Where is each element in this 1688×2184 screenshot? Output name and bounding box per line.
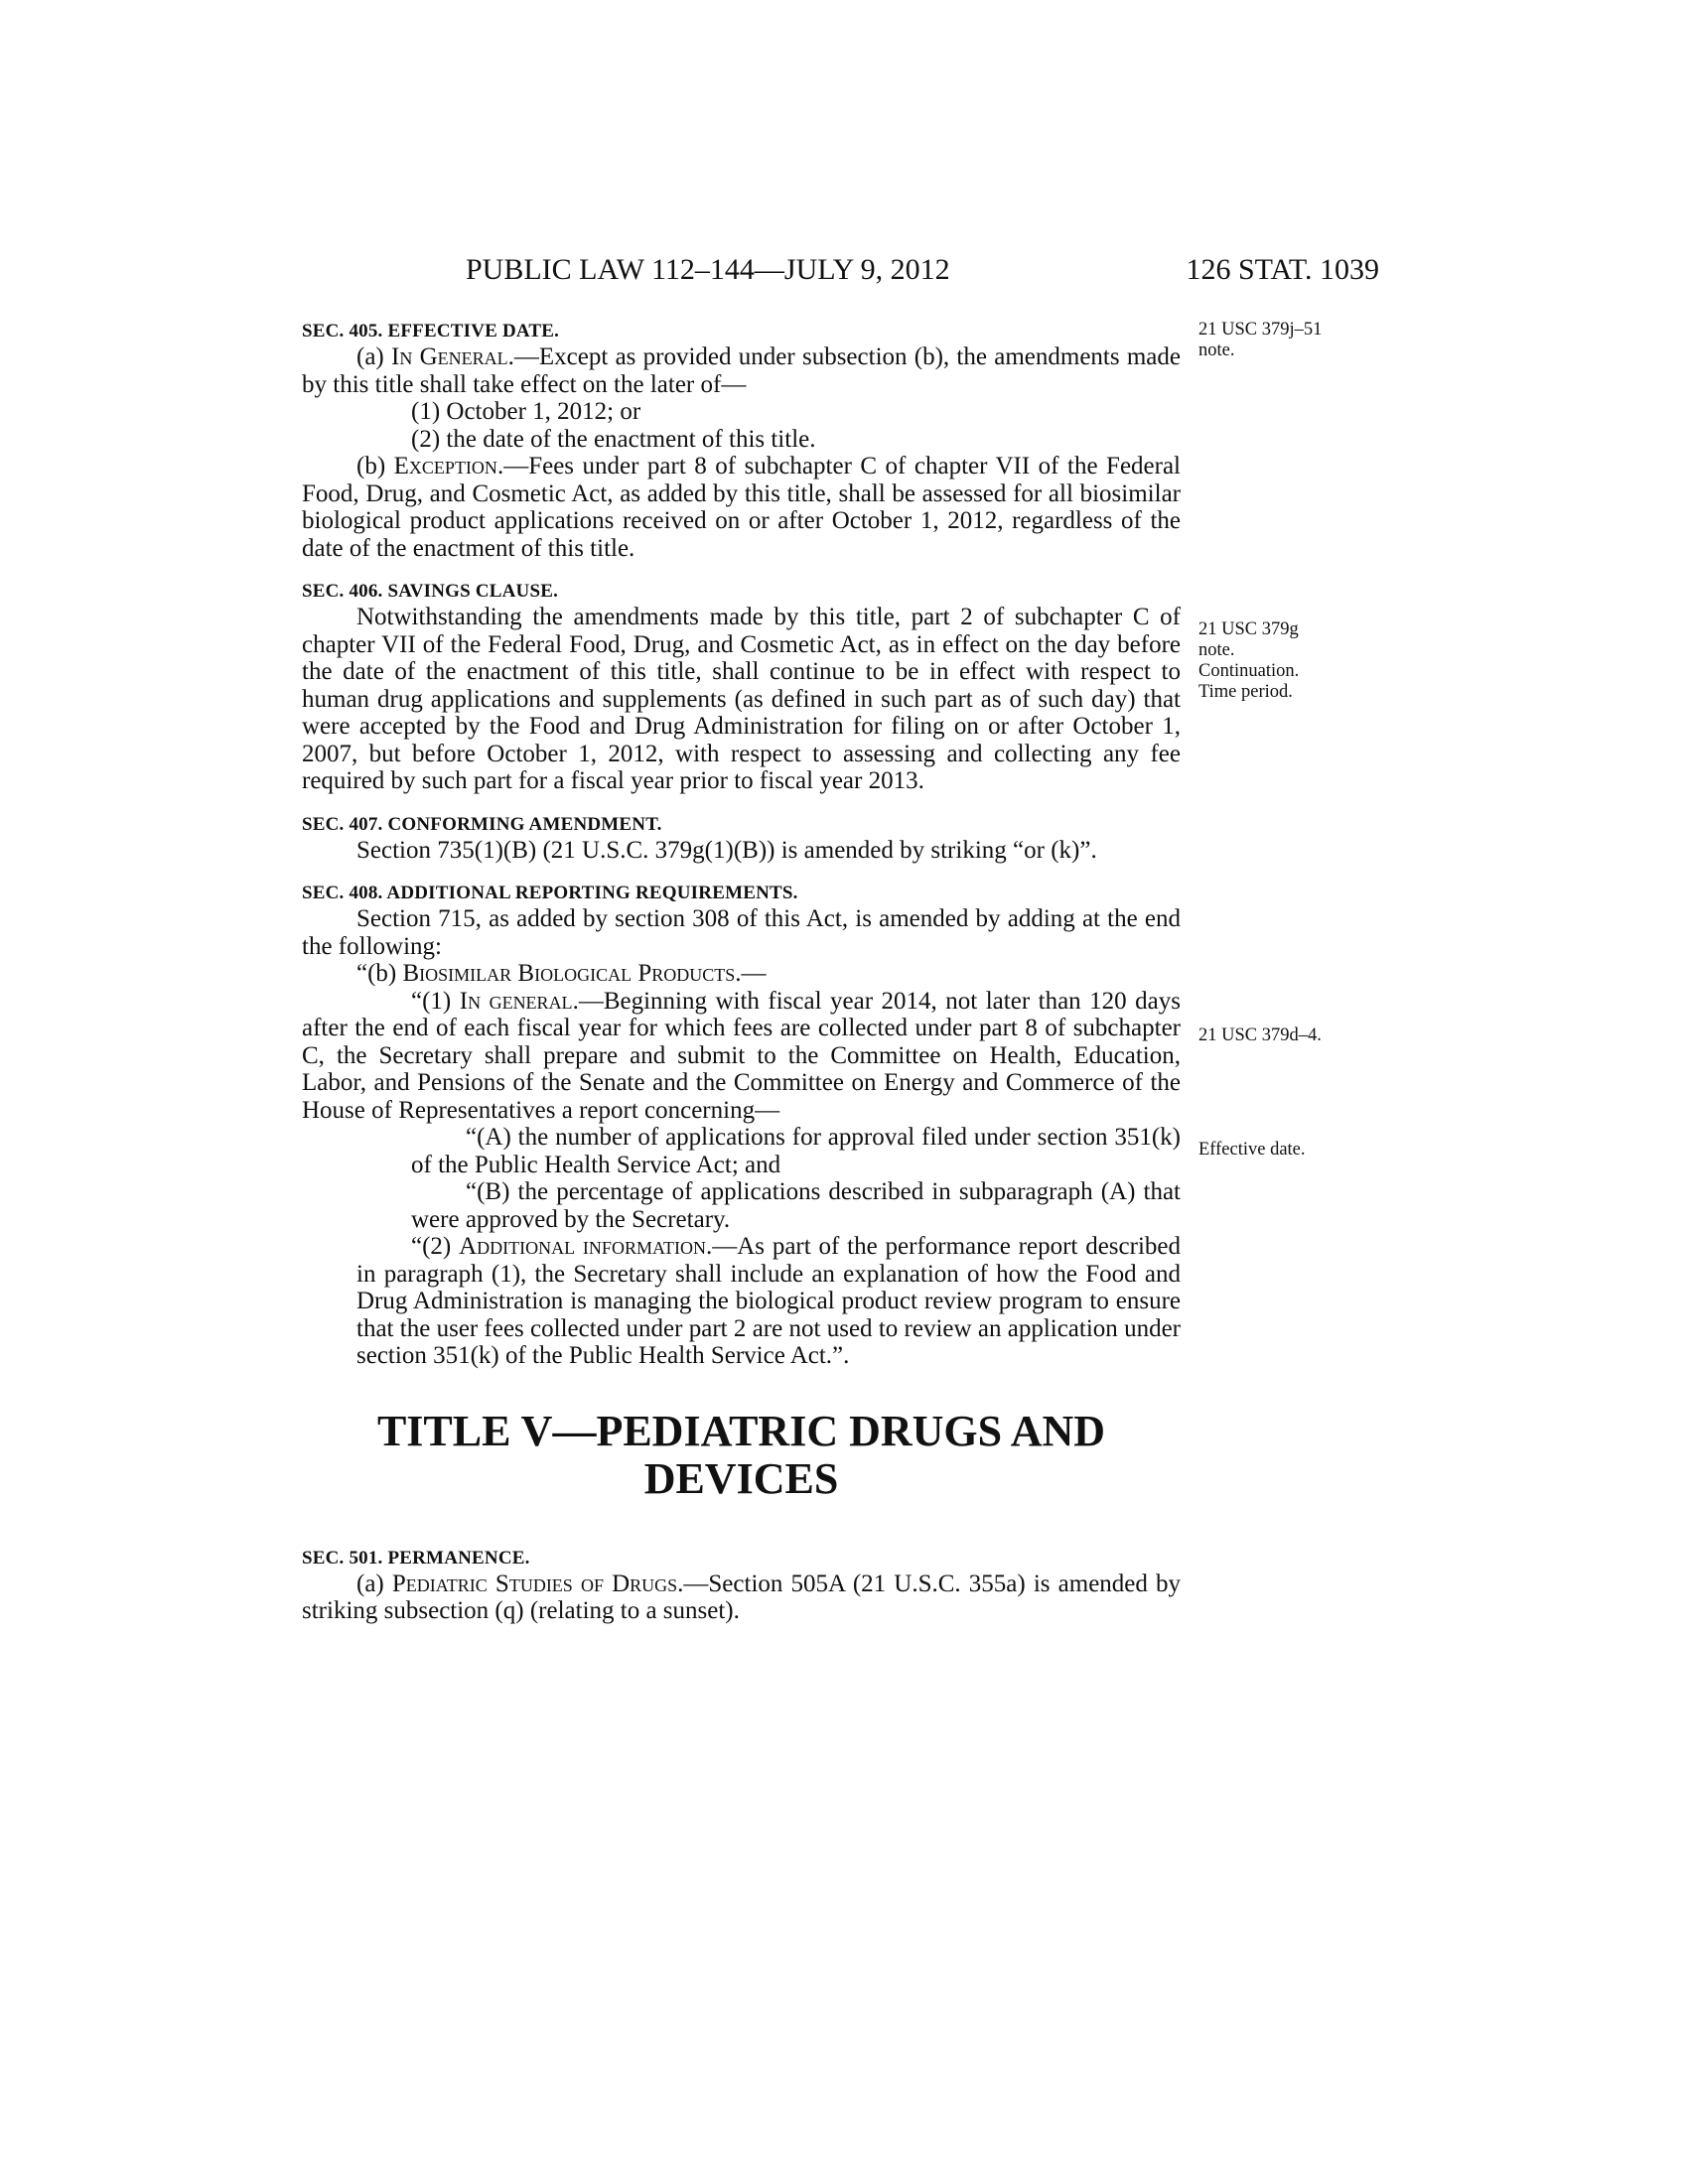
sec408-subparagraph-A: “(A) the number of applications for approval filed under section 351(k) of the Public Health Service Act; and <box>411 1124 1181 1178</box>
section-heading-501: SEC. 501. PERMANENCE. <box>302 1547 530 1569</box>
sec405-paragraph-2: (2) the date of the enactment of this title. <box>411 425 816 453</box>
running-header <box>302 250 1379 290</box>
sec408-subparagraph-B: “(B) the percentage of applications described in subparagraph (A) that were approved by the Secretary. <box>411 1178 1181 1233</box>
caption: Exception <box>393 453 497 479</box>
section-heading-406: SEC. 406. SAVINGS CLAUSE. <box>302 581 559 602</box>
margin-note-sec406 <box>1198 619 1382 703</box>
title-line-2: DEVICES <box>643 1453 839 1503</box>
sec408-subsection-b: “(b) Biosimilar Biological Products.— <box>356 960 767 987</box>
margin-note-line: 21 USC 379g <box>1198 619 1299 639</box>
margin-note-line: 21 USC 379d–4. <box>1198 1025 1322 1045</box>
margin-note-line: Time period. <box>1198 682 1293 702</box>
section-heading-408: SEC. 408. ADDITIONAL REPORTING REQUIREMENTS. <box>302 883 798 903</box>
caption: In General <box>391 343 508 370</box>
sec406-text: Notwithstanding the amendments made by this title, part 2 of subchapter C of chapter VII of the Federal Food, Drug, and Cosmetic Act, as in effect on the day before the date of the enactment of this title, shall continue to be in effect with respect to human drug applications and supplements (as defined in such part as of such day) that were accepted by the Food and Drug Administration for filing on or after October 1, 2007, but before October 1, 2012, with respect to assessing and collecting any fee required by such part for a fiscal year prior to fiscal year 2013. <box>302 604 1181 794</box>
header-stat-page: 126 STAT. 1039 <box>1186 253 1379 286</box>
caption: Pediatric Studies of Drugs <box>391 1570 678 1597</box>
caption: Biosimilar Biological Products <box>402 960 736 987</box>
margin-note-line: note. <box>1198 640 1235 660</box>
sec501-subsection-a: (a) Pediatric Studies of Drugs.—Section 505A (21 U.S.C. 355a) is amended by striking subsection (q) (relating to a sunset). <box>302 1570 1182 1624</box>
section-heading-407: SEC. 407. CONFORMING AMENDMENT. <box>302 813 662 835</box>
margin-note-line: Continuation. <box>1198 661 1300 681</box>
header-title: PUBLIC LAW 112–144—JULY 9, 2012 <box>466 253 950 286</box>
title-line-1: TITLE V—PEDIATRIC DRUGS AND <box>376 1406 1106 1455</box>
margin-note-line: note. <box>1198 341 1235 360</box>
sec407-text: Section 735(1)(B) (21 U.S.C. 379g(1)(B)) is amended by striking “or (k)”. <box>356 836 1097 864</box>
sec405-subsection-b: (b) Exception.—Fees under part 8 of subchapter C of chapter VII of the Federal Food, Drug, and Cosmetic Act, as added by this title, shall be assessed for all biosimilar biological product applications received on or after October 1, 2012, regardless of the date of the enactment of this title. <box>302 453 1182 562</box>
margin-note-sec405 <box>1198 320 1382 361</box>
margin-note-sec408-usc <box>1198 1025 1382 1046</box>
title-heading <box>302 1408 1181 1503</box>
sec408-text: Section 715, as added by section 308 of this Act, is amended by adding at the end the following: <box>302 905 1181 960</box>
sec405-subsection-a: (a) In General.—Except as provided under subsection (b), the amendments made by this title shall take effect on the later of— <box>302 343 1181 398</box>
margin-note-sec408-effective <box>1198 1140 1382 1160</box>
margin-note-line: Effective date. <box>1198 1140 1306 1160</box>
sec405-paragraph-1: (1) October 1, 2012; or <box>411 398 641 425</box>
margin-note-line: 21 USC 379j–51 <box>1198 320 1323 340</box>
sec408-paragraph-1: “(1) In general.—Beginning with fiscal year 2014, not later than 120 days after the end of each fiscal year for which fees are collected under part 8 of subchapter C, the Secretary shall prepare and submit to the Committee on Health, Education, Labor, and Pensions of the Senate and the Committee on Energy and Commerce of the House of Representatives a report concerning— <box>302 987 1181 1124</box>
body-text <box>302 320 1181 1625</box>
caption: In general <box>459 987 573 1015</box>
caption: Additional information <box>459 1233 706 1260</box>
sec408-paragraph-2: “(2) Additional information.—As part of the performance report described in paragraph (1), the Secretary shall include an explanation of how the Food and Drug Administration is managing the biological product review program to ensure that the user fees collected under part 2 are not used to review an application under section 351(k) of the Public Health Service Act.”. <box>356 1233 1181 1369</box>
section-heading-405: SEC. 405. EFFECTIVE DATE. <box>302 321 560 341</box>
